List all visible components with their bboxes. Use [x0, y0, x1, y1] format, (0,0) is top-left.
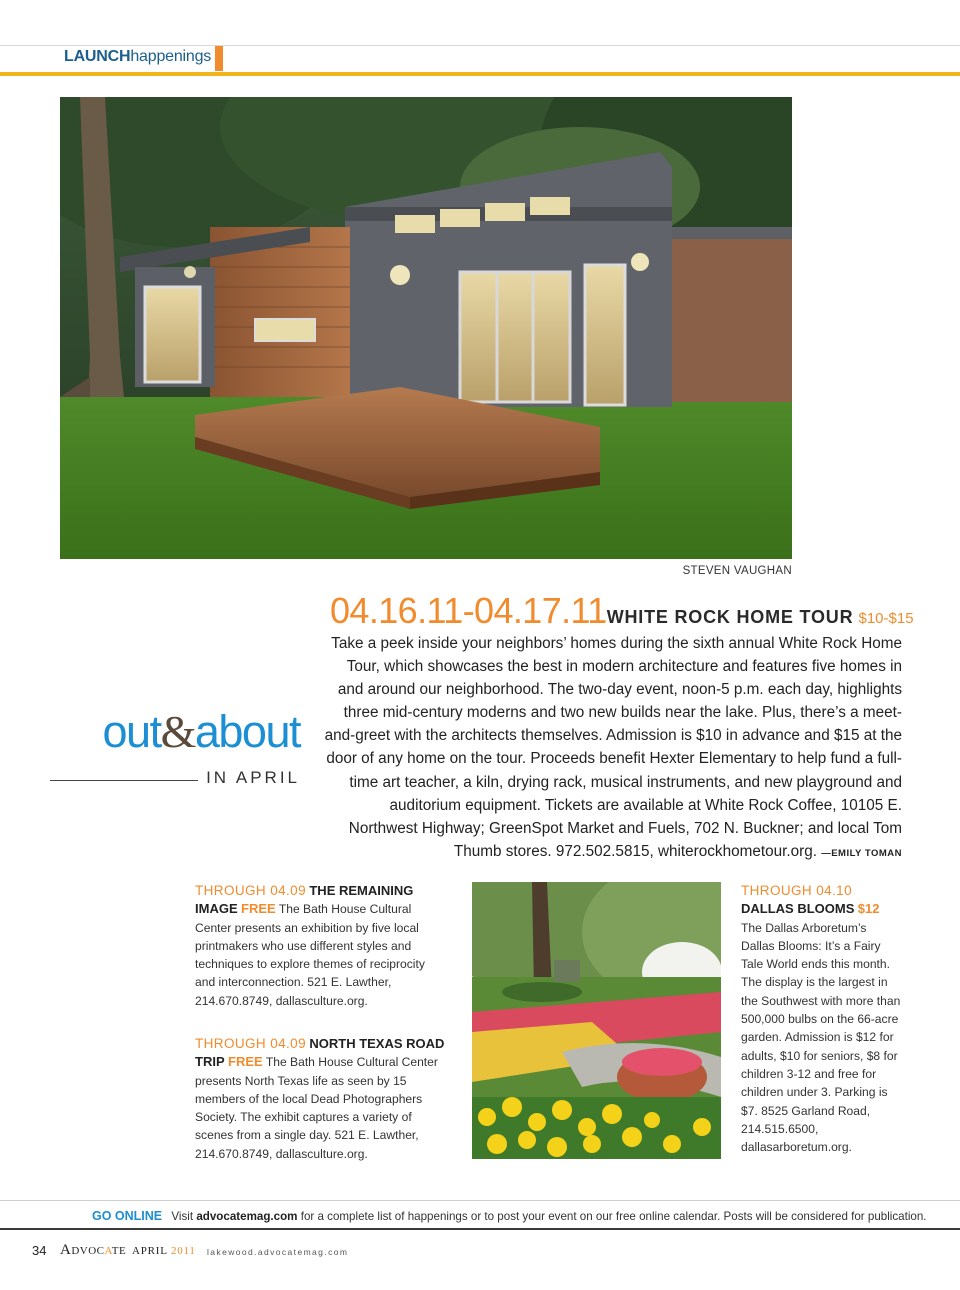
- logo-word-out: out: [102, 706, 161, 757]
- listing-title: THE REMAINING IMAGE: [195, 883, 414, 917]
- footer-top-rule: [0, 1200, 960, 1201]
- listing-dallas-blooms: [741, 882, 901, 1156]
- logo-word-about: about: [194, 706, 300, 757]
- go-online-text: for a complete list of happenings or to post your event on our free online calendar. Posts will be considered for publication.: [300, 1210, 927, 1223]
- logo-subtitle: IN APRIL: [206, 768, 300, 787]
- page-number: 34: [32, 1243, 47, 1258]
- magazine-name-accent: a: [104, 1242, 112, 1258]
- go-online-site-link[interactable]: advocatemag.com: [196, 1210, 298, 1223]
- feature-date: 04.16.11-04.17.11: [330, 590, 607, 631]
- listing-title: DALLAS BLOOMS: [741, 901, 855, 917]
- issue-year: 2011: [170, 1245, 196, 1257]
- magazine-name-part1: Advoc: [60, 1242, 105, 1258]
- logo-ampersand: &: [160, 706, 195, 757]
- magazine-name: [60, 1242, 126, 1259]
- listing-date: THROUGH 04.09: [195, 883, 306, 898]
- listing-date: THROUGH 04.10: [741, 883, 852, 898]
- footer-url[interactable]: lakewood.advocatemag.com: [207, 1247, 349, 1257]
- listing-text: The Bath House Cultural Center presents North Texas life as seen by 15 members of the local Dead Photographers Society. The exhibit captures a variety of scenes from a single day. 521 E. Lawther, 214.670.8749, dallasculture.org.: [195, 1055, 438, 1161]
- photo-credit: STEVEN VAUGHAN: [682, 565, 792, 577]
- section-label-rest: happenings: [130, 48, 212, 65]
- feature-headline: [330, 590, 914, 632]
- header-rule: [0, 72, 960, 76]
- listing-text: The Bath House Cultural Center presents an exhibition by five local printmakers who use different styles and techniques to explore themes of reciprocity and interconnection. 521 E. Lawther, 214.670.8749, dallasculture.org.: [195, 902, 425, 1008]
- listing-remaining-image: [195, 882, 445, 1010]
- section-label-strong: LAUNCH: [64, 48, 131, 65]
- issue-month: APRIL: [132, 1245, 168, 1257]
- listing-title: NORTH TEXAS ROAD TRIP: [195, 1036, 445, 1070]
- feature-byline: —EMILY TOMAN: [821, 847, 902, 859]
- footer-rule: [0, 1228, 960, 1230]
- house-photo: [60, 97, 792, 559]
- feature-price: $10-$15: [858, 610, 914, 627]
- issue-date: [132, 1245, 196, 1257]
- go-online-label: GO ONLINE: [92, 1209, 163, 1223]
- feature-body-text: Take a peek inside your neighbors’ homes during the sixth annual White Rock Home Tour, which showcases the best in modern architecture and features five homes in and around our neighborhood. The two-day event, noon-5 p.m. each day, highlights three mid-century moderns and two new builds near the lake. Plus, there’s a meet-and-greet with the architects themselves. Admission is $10 in advance and $15 at the door of any home on the tour. Proceeds benefit Hexter Elementary to help fund a full-time art teacher, a kiln, drying rack, musical instruments, and new playground and auditorium equipment. Tickets are available at White Rock Coffee, 10105 E. Northwest Highway; GreenSpot Market and Fuels, 702 N. Buckner; and local Tom Thumb stores. 972.502.5815, whiterockhometour.org.: [324, 635, 902, 860]
- section-tab-marker: [215, 46, 223, 71]
- section-label: [64, 48, 211, 66]
- listing-price: FREE: [241, 901, 276, 917]
- go-online-visit: Visit: [171, 1210, 194, 1223]
- listing-text: The Dallas Arboretum’s Dallas Blooms: It’s a Fairy Tale World ends this month. The display is the largest in the Southwest with more than 500,000 bulbs on the 66-acre garden. Admission is $12 for adults, $10 for seniors, $8 for children 3-12 and free for children under 3. Parking is $7. 8525 Garland Road, 214.515.6500, dallasarboretum.org.: [741, 920, 901, 1155]
- listing-date: THROUGH 04.09: [195, 1036, 306, 1051]
- feature-title: WHITE ROCK HOME TOUR: [606, 607, 854, 627]
- arboretum-photo: [472, 882, 721, 1159]
- listing-north-texas-road-trip: [195, 1035, 445, 1163]
- go-online-note: [92, 1209, 927, 1223]
- listing-price: FREE: [228, 1054, 263, 1070]
- magazine-name-part2: te: [111, 1242, 127, 1258]
- top-rule: [0, 45, 960, 46]
- feature-body: [318, 632, 902, 865]
- logo-wordmark: [50, 705, 300, 759]
- logo-rule: [50, 780, 198, 781]
- out-and-about-logo: [50, 705, 300, 787]
- listing-price: $12: [857, 901, 880, 917]
